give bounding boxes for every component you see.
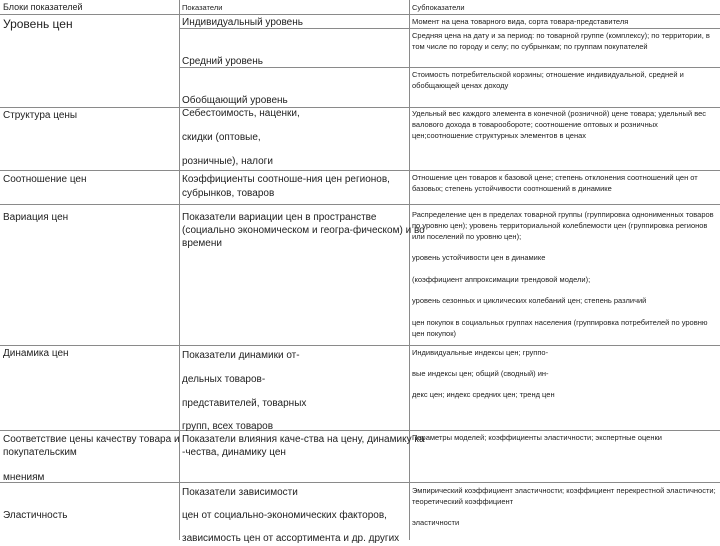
indicator-variation-line3: времени: [182, 238, 222, 249]
sub-variation-line5: (коэффициент аппроксимации трендовой модели);: [412, 275, 591, 284]
indicator-dynamics-line3: представителей, товарных: [182, 398, 307, 409]
column-divider-1: [179, 0, 180, 540]
header-indicator-blocks: Блоки показателей: [3, 2, 83, 12]
sub-ratio-line1: Отношение цен товаров к базовой цене; степень отклонения соотношений цен от: [412, 173, 698, 182]
sub-average-line2: том числе по городу и селу; по субрынкам; по группам покупателей: [412, 42, 648, 51]
sub-structure-line3: цен;соотношение структурных элементов в ценах: [412, 131, 587, 140]
header-indicators: Показатели: [182, 3, 223, 12]
sub-quality: Параметры моделей; коэффициенты эластичности; экспертные оценки: [412, 433, 662, 442]
sub-general-line1: Стоимость потребительской корзины; отношение индивидуальной, средней и: [412, 70, 684, 79]
block-quality-line2: покупательским: [3, 447, 77, 458]
sub-individual: Момент на цена товарного вида, сорта товара-представителя: [412, 17, 629, 26]
block-price-variation: Вариация цен: [3, 212, 69, 223]
sub-variation-line6: уровень сезонных и циклических колебаний цен; степень различий: [412, 296, 647, 305]
sub-variation-line4: уровень устойчивости цен в динамике: [412, 253, 546, 262]
row-divider: [0, 482, 720, 483]
sub-general-line2: обобщающей ценах доходу: [412, 81, 509, 90]
indicator-dependence-line2: цен от социально-экономических факторов,: [182, 510, 387, 521]
block-price-structure: Структура цены: [3, 110, 78, 121]
row-divider: [0, 430, 720, 431]
row-divider: [0, 170, 720, 171]
indicator-quality-line2: -чества, динамику цен: [182, 447, 286, 458]
sub-elasticity-line3: эластичности: [412, 518, 460, 527]
indicator-dynamics-line4: групп, всех товаров: [182, 421, 274, 432]
indicator-dependence-line1: Показатели зависимости: [182, 487, 298, 498]
block-price-dynamics: Динамика цен: [3, 348, 69, 359]
sub-variation-line7: цен покупок в социальных группах населения (группировка потребителей по уровню: [412, 318, 708, 327]
indicator-variation-line1: Показатели вариации цен в пространстве: [182, 212, 377, 223]
indicator-cost-line3: розничные), налоги: [182, 156, 273, 167]
indicator-dynamics-line1: Показатели динамики от-: [182, 350, 300, 361]
sub-ratio-line2: базовых; степень устойчивости соотношений в динамике: [412, 184, 612, 193]
indicator-dynamics-line2: дельных товаров-: [182, 374, 266, 385]
block-quality-line3: мнениям: [3, 472, 45, 483]
row-divider: [0, 204, 720, 205]
sub-structure-line2: валового дохода в товарообороте; соотношение оптовых и розничных: [412, 120, 658, 129]
indicator-dependence-line3: зависимость цен от ассортимента и др. других: [182, 533, 400, 544]
block-price-ratio: Соотношение цен: [3, 174, 87, 185]
sub-average-line1: Средняя цена на дату и за период: по товарной группе (комплексу); по территории, в: [412, 31, 710, 40]
block-elasticity: Эластичность: [3, 510, 68, 521]
sub-structure-line1: Удельный вес каждого элемента в конечной (розничной) цене товара; удельный вес: [412, 109, 707, 118]
row-divider: [0, 14, 720, 15]
indicator-cost-line2: скидки (оптовые,: [182, 132, 261, 143]
sub-elasticity-line1: Эмпирический коэффициент эластичности; коэффициент перекрестной эластичности;: [412, 486, 716, 495]
indicator-ratio-line2: субрынков, товаров: [182, 188, 275, 199]
sub-variation-line1: Распределение цен в пределах товарной группы (группировка однонименных товаров: [412, 210, 714, 219]
sub-dynamics-line1: Индивидуальные индексы цен; группо-: [412, 348, 549, 357]
sub-variation-line2: по уровню цен); уровень территориальной колеблемости цен (группировка регионов: [412, 221, 708, 230]
row-divider: [0, 345, 720, 346]
indicator-variation-line2: (социально экономическом и геогра-фическом) и во: [182, 225, 425, 236]
indicator-individual-level: Индивидуальный уровень: [182, 17, 303, 28]
indicator-quality-line1: Показатели влияния каче-ства на цену, динамику ка: [182, 434, 425, 445]
sub-dynamics-line3: декс цен; индекс средних цен; тренд цен: [412, 390, 555, 399]
indicator-ratio-line1: Коэффициенты соотноше-ния цен регионов,: [182, 174, 390, 185]
sub-dynamics-line2: вые индексы цен; общий (сводный) ин-: [412, 369, 549, 378]
block-price-level: Уровень цен: [3, 17, 73, 31]
sub-variation-line3: или поселений по уровню цен);: [412, 232, 522, 241]
indicator-average-level: Средний уровень: [182, 56, 263, 67]
indicator-generalizing-level: Обобщающий уровень: [182, 95, 288, 106]
column-divider-2: [409, 0, 410, 540]
sub-elasticity-line2: теоретический коэффициент: [412, 497, 514, 506]
indicator-cost-line1: Себестоимость, наценки,: [182, 108, 300, 119]
header-subindicators: Субпоказатели: [412, 3, 465, 12]
sub-variation-line8: цен покупок): [412, 329, 456, 338]
block-quality-line1: Соответствие цены качеству товара и: [3, 434, 180, 445]
